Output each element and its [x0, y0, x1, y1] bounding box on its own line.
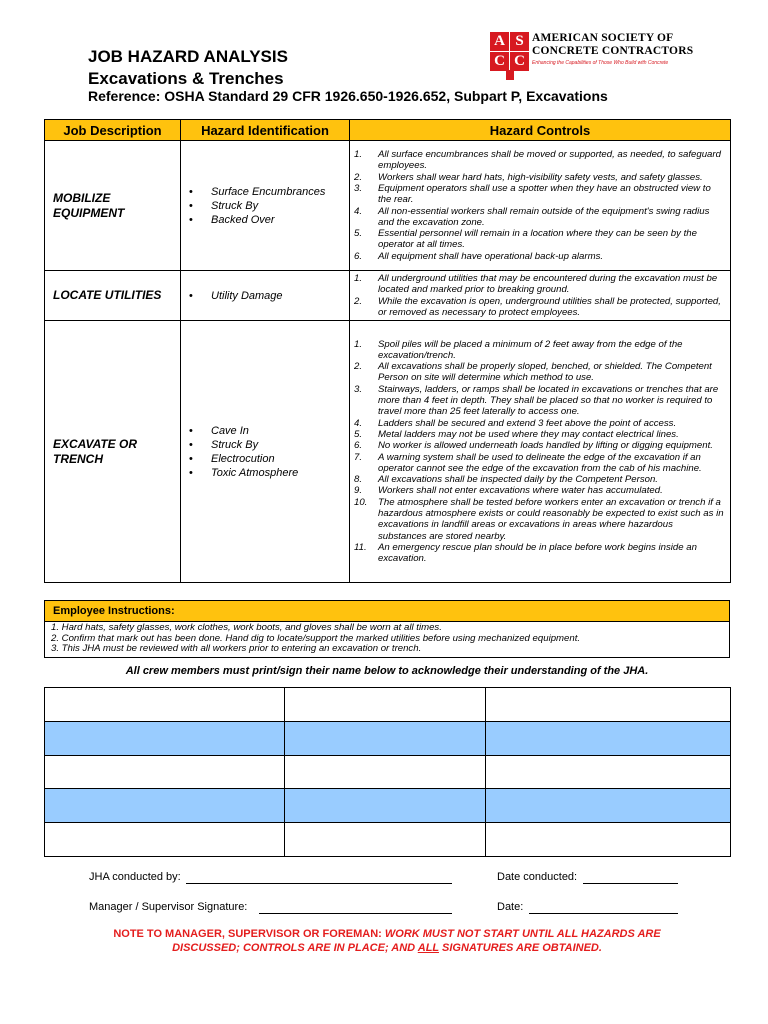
- document-title: JOB HAZARD ANALYSIS: [88, 47, 288, 66]
- signature-cell[interactable]: [45, 755, 285, 789]
- hazard-identification-cell: [181, 141, 350, 271]
- hazard-list: [181, 185, 349, 227]
- control-item: 3. Stairways, ladders, or ramps shall be located in excavations or trenches that are more than 4 feet in depth. They shall be placed so that no worker is required to travel more than 25 feet laterally to access one.: [354, 383, 719, 418]
- signature-cell[interactable]: [45, 721, 285, 755]
- hazard-item: • Utility Damage: [187, 289, 349, 303]
- column-header-hazard-identification: Hazard Identification: [181, 120, 350, 141]
- hazard-item: • Backed Over: [187, 213, 349, 227]
- hazard-identification-cell: [181, 321, 350, 583]
- table-row-locate-utilities: [45, 271, 731, 321]
- manager-signature-label: Manager / Supervisor Signature:: [89, 901, 248, 913]
- control-item: 4. All non-essential workers shall remain outside of the equipment's swing radius and the excavation zone.: [354, 205, 710, 228]
- instruction-item: 1. Hard hats, safety glasses, work clothes, work boots, and gloves shall be worn at all times.: [51, 622, 442, 633]
- employee-instructions-title: Employee Instructions:: [45, 601, 729, 622]
- logo-letter-c2: C: [510, 52, 529, 71]
- hazard-list: [181, 424, 349, 480]
- control-item: 5. Essential personnel will remain in a location where they can be seen by the operator at all times.: [354, 228, 697, 251]
- signature-cell[interactable]: [486, 789, 731, 823]
- control-item: 6. All equipment shall have operational back-up alarms.: [354, 250, 604, 262]
- crew-signature-grid: [44, 687, 731, 857]
- table-header-row: [45, 120, 731, 141]
- jha-conducted-by-line[interactable]: [186, 883, 452, 884]
- manager-signature-line[interactable]: [259, 913, 452, 914]
- note-warning-line2: DISCUSSED; CONTROLS ARE IN PLACE; AND: [172, 942, 418, 954]
- employee-instructions-list: [45, 622, 729, 657]
- control-item: 11. An emergency rescue plan should be in place before work begins inside an excavation.: [354, 541, 697, 565]
- control-item: 2. While the excavation is open, underground utilities shall be protected, supported, or removed as necessary to protect employees.: [354, 295, 721, 318]
- date-line[interactable]: [529, 913, 678, 914]
- signature-cell[interactable]: [285, 789, 486, 823]
- job-description-cell: LOCATE UTILITIES: [45, 271, 181, 321]
- control-list: [350, 273, 730, 318]
- signature-cell[interactable]: [45, 789, 285, 823]
- signature-row: [45, 789, 731, 823]
- logo-letter-c1: C: [490, 52, 509, 71]
- signature-cell[interactable]: [486, 755, 731, 789]
- employee-instructions-box: [44, 600, 730, 658]
- job-description-cell: EXCAVATE OR TRENCH: [45, 321, 181, 583]
- control-item: 7. A warning system shall be used to delineate the edge of the excavation if an operator cannot see the edge of the excavation from the cab of his machine.: [354, 451, 702, 474]
- logo-letter-a: A: [490, 32, 509, 51]
- jha-conducted-by-label: JHA conducted by:: [89, 871, 181, 883]
- signature-cell[interactable]: [486, 823, 731, 857]
- logo-org-line1: AMERICAN SOCIETY OF: [532, 32, 674, 44]
- signature-cell[interactable]: [45, 688, 285, 722]
- hazard-item: • Surface Encumbrances: [187, 185, 349, 199]
- signature-cell[interactable]: [486, 688, 731, 722]
- control-item: 8. All excavations shall be inspected daily by the Competent Person.: [354, 474, 658, 486]
- note-warning-end: SIGNATURES ARE OBTAINED.: [438, 942, 602, 954]
- signature-cell[interactable]: [486, 721, 731, 755]
- hazard-item: • Toxic Atmosphere: [187, 466, 349, 480]
- manager-note: [44, 927, 730, 955]
- document-header: [88, 46, 288, 90]
- control-item: 2. Workers shall wear hard hats, high-visibility safety vests, and safety glasses.: [354, 171, 703, 183]
- hazard-item: • Struck By: [187, 199, 349, 213]
- logo-org-line2: CONCRETE CONTRACTORS: [532, 45, 694, 57]
- hazard-controls-cell: [350, 321, 731, 583]
- job-description-cell: MOBILIZE EQUIPMENT: [45, 141, 181, 271]
- hazard-item: • Electrocution: [187, 452, 349, 466]
- instruction-item: 2. Confirm that mark out has been done. Hand dig to locate/support the marked utilities before using mechanized equipment.: [51, 632, 581, 644]
- hazard-controls-cell: [350, 141, 731, 271]
- logo-letter-s: S: [510, 32, 529, 51]
- column-header-hazard-controls: Hazard Controls: [350, 120, 731, 141]
- hazard-item: • Struck By: [187, 438, 349, 452]
- hazard-identification-cell: [181, 271, 350, 321]
- date-conducted-label: Date conducted:: [497, 871, 578, 883]
- control-item: 9. Workers shall not enter excavations where water has accumulated.: [354, 485, 663, 497]
- column-header-job-description: Job Description: [45, 120, 181, 141]
- hazard-controls-cell: [350, 271, 731, 321]
- control-list: [350, 339, 730, 565]
- control-item: 2. All excavations shall be properly sloped, benched, or shielded. The Competent Person on site will determine which method to use.: [354, 361, 712, 384]
- date-conducted-line[interactable]: [583, 883, 678, 884]
- control-item: 5. Metal ladders may not be used where they may contact electrical lines.: [354, 428, 679, 440]
- ascc-logo-mark: [490, 32, 530, 72]
- instruction-item: 3. This JHA must be reviewed with all workers prior to entering an excavation or trench.: [51, 643, 422, 654]
- document-subtitle: Excavations & Trenches: [88, 69, 284, 88]
- signature-cell[interactable]: [285, 755, 486, 789]
- control-item: 1. All underground utilities that may be encountered during the excavation must be located and marked prior to breaking ground.: [354, 272, 718, 296]
- control-item: 1. Spoil piles will be placed a minimum of 2 feet away from the edge of the excavation/trench.: [354, 338, 683, 361]
- hazard-analysis-table: [44, 119, 731, 583]
- signature-row: [45, 688, 731, 722]
- control-item: 6. No worker is allowed underneath loads handled by lifting or digging equipment.: [354, 440, 713, 452]
- signature-cell[interactable]: [285, 688, 486, 722]
- hazard-item: • Cave In: [187, 424, 349, 438]
- signature-cell[interactable]: [285, 823, 486, 857]
- ascc-logo: [490, 32, 710, 82]
- table-row-mobilize-equipment: [45, 141, 731, 271]
- acknowledgement-text: All crew members must print/sign their name below to acknowledge their understanding of the JHA.: [125, 665, 649, 677]
- date-label: Date:: [497, 901, 524, 913]
- control-item: 1. All surface encumbrances shall be moved or supported, as needed, to safeguard employees.: [354, 149, 721, 172]
- logo-tagline: Enhancing the Capabilities of Those Who Build with Concrete: [532, 60, 669, 66]
- note-warning-all: ALL: [417, 942, 439, 954]
- osha-reference: Reference: OSHA Standard 29 CFR 1926.650-1926.652, Subpart P, Excavations: [88, 88, 608, 104]
- signature-cell[interactable]: [45, 823, 285, 857]
- note-warning-line1: WORK MUST NOT START UNTIL ALL HAZARDS ARE: [384, 928, 661, 940]
- table-row-excavate-or-trench: [45, 321, 731, 583]
- control-item: 10. The atmosphere shall be tested before workers enter an excavation or trench if a hazardous atmosphere exists or could reasonably be expected to exist such as in excavations in landfill areas or excavations in areas where hazardous substances are stored nearby.: [354, 496, 724, 542]
- signature-row: [45, 755, 731, 789]
- signature-row: [45, 823, 731, 857]
- control-list: [350, 149, 730, 262]
- logo-stem-shape: [506, 70, 514, 80]
- control-item: 4. Ladders shall be secured and extend 3 feet above the point of access.: [354, 417, 677, 429]
- note-prefix: NOTE TO MANAGER, SUPERVISOR OR FOREMAN:: [113, 928, 385, 940]
- control-item: 3. Equipment operators shall use a spotter when they have an obstructed view to the rear.: [354, 182, 711, 206]
- signature-cell[interactable]: [285, 721, 486, 755]
- hazard-list: [181, 289, 349, 303]
- signature-row: [45, 721, 731, 755]
